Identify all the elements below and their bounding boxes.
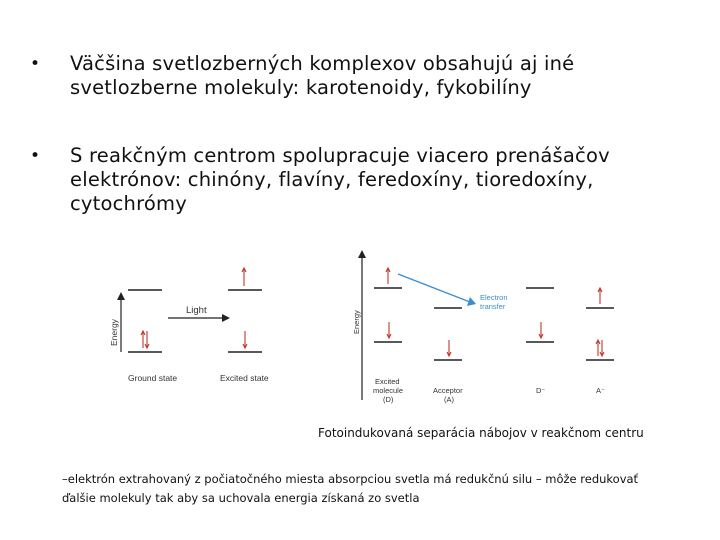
donor-ground-electron-icon — [387, 322, 391, 338]
bullet-marker: • — [30, 146, 41, 166]
reduced-acceptor-electron-pair-icon — [596, 340, 604, 356]
oxidized-donor-electron-icon — [539, 322, 543, 338]
figure-caption: Fotoindukovaná separácia nábojov v reakčnom centru — [318, 426, 644, 440]
explanation-line-2: ďalšie molekuly tak aby sa uchovala energia získaná zo svetla — [62, 491, 420, 505]
donor-label-line-3: (D) — [383, 395, 394, 404]
explanation-note — [62, 470, 712, 508]
light-label: Light — [186, 305, 207, 316]
right-energy-axis-arrowhead — [358, 250, 366, 258]
reduced-acceptor-label: A⁻ — [596, 386, 605, 395]
oxidized-donor-label: D⁻ — [536, 386, 546, 395]
reduced-acceptor-upper-electron-icon — [598, 288, 602, 304]
bullet-marker: • — [30, 54, 41, 74]
donor-label-line-2: molecule — [373, 386, 404, 395]
right-energy-label: Energy — [352, 310, 361, 334]
light-arrowhead — [222, 314, 230, 322]
bullet-1-line-2: svetlozberne molekuly: karotenoidy, fykobilíny — [70, 76, 532, 99]
left-energy-label: Energy — [109, 319, 119, 346]
bullet-1-line-1: Väčšina svetlozberných komplexov obsahujú aj iné — [70, 52, 575, 75]
excited-electron-up-icon — [242, 268, 246, 286]
donor-excited-electron-icon — [386, 268, 390, 284]
acceptor-ground-electron-icon — [447, 340, 451, 356]
electron-transfer-arrow — [398, 274, 476, 306]
transfer-label-line-1: Electron — [480, 293, 508, 302]
bullet-2-line-2: elektrónov: chinóny, flavíny, feredoxíny, tioredoxíny, — [70, 168, 594, 191]
bullet-2-line-3: cytochrómy — [70, 192, 187, 215]
bullet-2-line-1: S reakčným centrom spolupracuje viacero prenášačov — [70, 144, 610, 167]
energy-axis-arrowhead — [117, 292, 125, 300]
excited-electron-down-icon — [243, 331, 247, 348]
transfer-label-line-2: transfer — [480, 302, 506, 311]
acceptor-label-line-1: Acceptor — [433, 386, 463, 395]
excited-state-label: Excited state — [220, 373, 269, 383]
ground-state-label: Ground state — [128, 373, 178, 383]
donor-label-line-1: Excited — [375, 377, 400, 386]
acceptor-label-line-2: (A) — [444, 395, 454, 404]
ground-electron-pair-icon — [141, 331, 149, 348]
explanation-line-1: –elektrón extrahovaný z počiatočného miesta absorpciou svetla má redukčnú silu – môže redukovať — [62, 472, 639, 486]
